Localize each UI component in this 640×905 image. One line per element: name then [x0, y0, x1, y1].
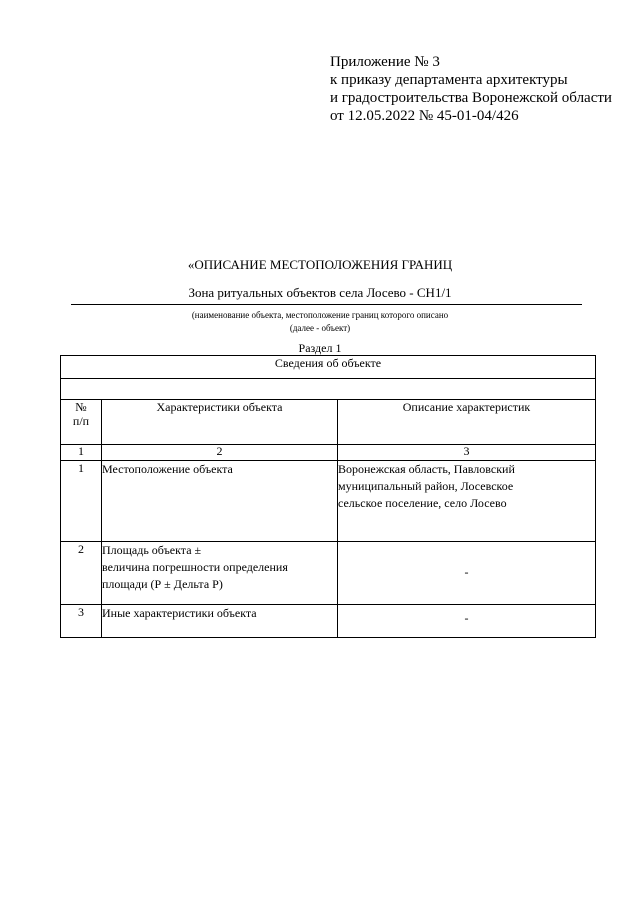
index-cell: 1	[61, 445, 102, 461]
table-row	[61, 605, 596, 638]
table-row	[61, 542, 596, 605]
row-description: -	[338, 605, 596, 638]
caption-line: (далее - объект)	[289, 323, 351, 333]
col-characteristics-header: Характеристики объекта	[102, 400, 338, 445]
index-cell: 2	[102, 445, 338, 461]
appendix-header	[330, 53, 612, 125]
row-description	[338, 461, 596, 542]
appendix-line: от 12.05.2022 № 45-01-04/426	[330, 108, 519, 124]
row-characteristic	[102, 542, 338, 605]
table-header-row	[61, 400, 596, 445]
col-number-header	[61, 400, 102, 445]
object-name-underline	[71, 304, 582, 305]
table-index-row	[61, 445, 596, 461]
table-heading: Сведения об объекте	[61, 356, 596, 379]
object-name: Зона ритуальных объектов села Лосево - СН1/1	[188, 285, 452, 300]
appendix-line: Приложение № 3	[330, 54, 440, 70]
table-heading-row	[61, 356, 596, 379]
section-label: Раздел 1	[298, 341, 342, 355]
appendix-line: и градостроительства Воронежской области	[330, 90, 612, 106]
row-characteristic: Иные характеристики объекта	[102, 605, 338, 638]
characteristic-line: Площадь объекта ±	[102, 543, 202, 557]
row-number: 2	[61, 542, 102, 605]
col-description-header: Описание характеристик	[338, 400, 596, 445]
description-line: муниципальный район, Лосевское	[338, 479, 514, 493]
description-line: сельское поселение, село Лосево	[338, 496, 507, 510]
description-line: Воронежская область, Павловский	[338, 462, 515, 476]
object-info-table	[60, 355, 596, 638]
blank-cell	[61, 379, 596, 400]
table-row	[61, 461, 596, 542]
row-characteristic: Местоположение объекта	[102, 461, 338, 542]
table-blank-row	[61, 379, 596, 400]
row-number: 3	[61, 605, 102, 638]
row-description: -	[338, 542, 596, 605]
row-number: 1	[61, 461, 102, 542]
appendix-line: к приказу департамента архитектуры	[330, 72, 568, 88]
index-cell: 3	[338, 445, 596, 461]
col-number-line: №	[75, 400, 87, 414]
characteristic-line: величина погрешности определения	[102, 560, 288, 574]
document-title: «ОПИСАНИЕ МЕСТОПОЛОЖЕНИЯ ГРАНИЦ	[187, 257, 453, 272]
characteristic-line: площади (Р ± Дельта Р)	[102, 577, 223, 591]
object-name-caption	[0, 309, 640, 335]
caption-line: (наименование объекта, местоположение границ которого описано	[191, 310, 449, 320]
col-number-line: п/п	[72, 414, 90, 428]
